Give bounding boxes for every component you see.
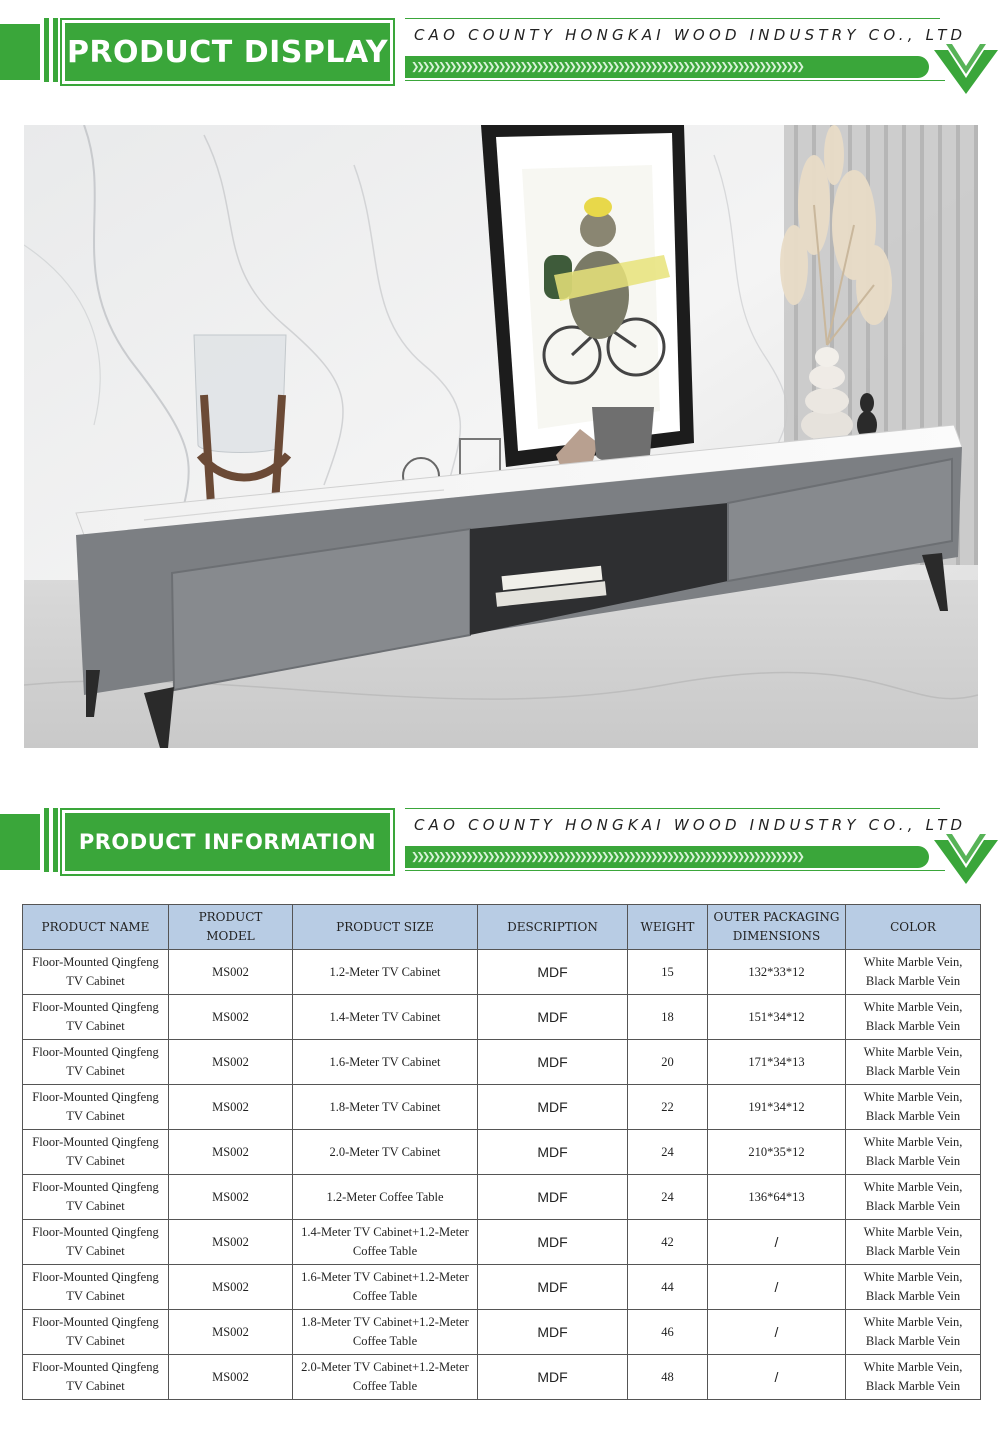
cell-description: MDF — [478, 1310, 628, 1355]
cell-weight: 24 — [628, 1130, 708, 1175]
table-row — [23, 1085, 981, 1130]
banner-rule — [405, 18, 940, 19]
cell-description: MDF — [478, 995, 628, 1040]
column-header: DESCRIPTION — [478, 905, 628, 950]
banner-accent-bar — [44, 808, 49, 872]
cell-color: White Marble Vein, Black Marble Vein — [846, 1220, 981, 1265]
product-info-table — [22, 904, 981, 1400]
cell-packaging: 151*34*12 — [708, 995, 846, 1040]
check-chevron-icon — [932, 40, 1000, 96]
banner-accent-bar — [53, 18, 58, 82]
table-row — [23, 1355, 981, 1400]
column-header: WEIGHT — [628, 905, 708, 950]
product-information-banner — [0, 790, 1000, 886]
cell-weight: 42 — [628, 1220, 708, 1265]
cell-size: 1.2-Meter TV Cabinet — [293, 950, 478, 995]
cell-name: Floor-Mounted Qingfeng TV Cabinet — [23, 995, 169, 1040]
cell-packaging: / — [708, 1310, 846, 1355]
cell-description: MDF — [478, 1355, 628, 1400]
cell-size: 1.8-Meter TV Cabinet — [293, 1085, 478, 1130]
cell-packaging: 132*33*12 — [708, 950, 846, 995]
cell-weight: 24 — [628, 1175, 708, 1220]
cell-weight: 48 — [628, 1355, 708, 1400]
column-header: PRODUCT SIZE — [293, 905, 478, 950]
table-row — [23, 995, 981, 1040]
tv-cabinet-illustration — [24, 125, 978, 748]
banner-accent-bar — [0, 24, 40, 80]
chevron-strip: ❯❯❯❯❯❯❯❯❯❯❯❯❯❯❯❯❯❯❯❯❯❯❯❯❯❯❯❯❯❯❯❯❯❯❯❯❯❯❯❯❯❯❯❯❯❯❯❯❯❯❯❯❯❯❯❯❯❯❯❯❯❯❯❯❯❯❯❯❯❯❯❯ — [405, 56, 929, 78]
cell-color: White Marble Vein, Black Marble Vein — [846, 1040, 981, 1085]
cell-model: MS002 — [169, 1355, 293, 1400]
cell-packaging: / — [708, 1355, 846, 1400]
cell-description: MDF — [478, 950, 628, 995]
cell-packaging: 210*35*12 — [708, 1130, 846, 1175]
cell-name: Floor-Mounted Qingfeng TV Cabinet — [23, 1310, 169, 1355]
cell-model: MS002 — [169, 1085, 293, 1130]
cell-model: MS002 — [169, 1310, 293, 1355]
cell-description: MDF — [478, 1040, 628, 1085]
cell-size: 1.6-Meter TV Cabinet — [293, 1040, 478, 1085]
cell-weight: 20 — [628, 1040, 708, 1085]
company-name: CAO COUNTY HONGKAI WOOD INDUSTRY CO., LTD — [414, 816, 967, 834]
cell-size: 1.4-Meter TV Cabinet+1.2-Meter Coffee Table — [293, 1220, 478, 1265]
cell-packaging: 191*34*12 — [708, 1085, 846, 1130]
section-title-box — [62, 810, 393, 874]
cell-packaging: 171*34*13 — [708, 1040, 846, 1085]
cell-size: 1.6-Meter TV Cabinet+1.2-Meter Coffee Table — [293, 1265, 478, 1310]
cell-description: MDF — [478, 1085, 628, 1130]
cell-name: Floor-Mounted Qingfeng TV Cabinet — [23, 1085, 169, 1130]
cell-name: Floor-Mounted Qingfeng TV Cabinet — [23, 1355, 169, 1400]
cell-model: MS002 — [169, 1175, 293, 1220]
cell-color: White Marble Vein, Black Marble Vein — [846, 1265, 981, 1310]
cell-name: Floor-Mounted Qingfeng TV Cabinet — [23, 1220, 169, 1265]
section-title-box — [62, 20, 393, 84]
table-row — [23, 1220, 981, 1265]
cell-model: MS002 — [169, 1130, 293, 1175]
cell-name: Floor-Mounted Qingfeng TV Cabinet — [23, 1265, 169, 1310]
cell-name: Floor-Mounted Qingfeng TV Cabinet — [23, 1130, 169, 1175]
section-title: PRODUCT INFORMATION — [78, 830, 377, 854]
table-row — [23, 950, 981, 995]
banner-accent-bar — [44, 18, 49, 82]
cell-model: MS002 — [169, 1265, 293, 1310]
cell-model: MS002 — [169, 1220, 293, 1265]
banner-rule — [405, 808, 940, 809]
table-row — [23, 1310, 981, 1355]
cell-name: Floor-Mounted Qingfeng TV Cabinet — [23, 1040, 169, 1085]
column-header: PRODUCT MODEL — [169, 905, 293, 950]
cell-weight: 44 — [628, 1265, 708, 1310]
table-row — [23, 1265, 981, 1310]
cell-description: MDF — [478, 1265, 628, 1310]
banner-rule — [405, 80, 945, 81]
chevron-strip: ❯❯❯❯❯❯❯❯❯❯❯❯❯❯❯❯❯❯❯❯❯❯❯❯❯❯❯❯❯❯❯❯❯❯❯❯❯❯❯❯❯❯❯❯❯❯❯❯❯❯❯❯❯❯❯❯❯❯❯❯❯❯❯❯❯❯❯❯❯❯❯❯ — [405, 846, 929, 868]
cell-weight: 46 — [628, 1310, 708, 1355]
cell-color: White Marble Vein, Black Marble Vein — [846, 1310, 981, 1355]
cell-packaging: / — [708, 1220, 846, 1265]
cell-name: Floor-Mounted Qingfeng TV Cabinet — [23, 1175, 169, 1220]
column-header: COLOR — [846, 905, 981, 950]
cell-color: White Marble Vein, Black Marble Vein — [846, 1355, 981, 1400]
column-header: OUTER PACKAGING DIMENSIONS — [708, 905, 846, 950]
cell-size: 1.2-Meter Coffee Table — [293, 1175, 478, 1220]
cell-color: White Marble Vein, Black Marble Vein — [846, 995, 981, 1040]
company-name: CAO COUNTY HONGKAI WOOD INDUSTRY CO., LTD — [414, 26, 967, 44]
cell-description: MDF — [478, 1130, 628, 1175]
cell-model: MS002 — [169, 1040, 293, 1085]
cell-packaging: 136*64*13 — [708, 1175, 846, 1220]
column-header: PRODUCT NAME — [23, 905, 169, 950]
cell-size: 2.0-Meter TV Cabinet — [293, 1130, 478, 1175]
cell-size: 2.0-Meter TV Cabinet+1.2-Meter Coffee Table — [293, 1355, 478, 1400]
section-title: PRODUCT DISPLAY — [66, 34, 389, 70]
cell-color: White Marble Vein, Black Marble Vein — [846, 950, 981, 995]
cell-description: MDF — [478, 1175, 628, 1220]
cell-packaging: / — [708, 1265, 846, 1310]
table-header-row — [23, 905, 981, 950]
check-chevron-icon — [932, 830, 1000, 886]
banner-rule — [405, 870, 945, 871]
table-row — [23, 1175, 981, 1220]
table-row — [23, 1040, 981, 1085]
cell-color: White Marble Vein, Black Marble Vein — [846, 1130, 981, 1175]
cell-size: 1.8-Meter TV Cabinet+1.2-Meter Coffee Table — [293, 1310, 478, 1355]
product-display-banner — [0, 0, 1000, 96]
cell-size: 1.4-Meter TV Cabinet — [293, 995, 478, 1040]
cell-weight: 22 — [628, 1085, 708, 1130]
cell-model: MS002 — [169, 950, 293, 995]
cell-color: White Marble Vein, Black Marble Vein — [846, 1085, 981, 1130]
cell-weight: 15 — [628, 950, 708, 995]
table-row — [23, 1130, 981, 1175]
product-photo — [24, 125, 978, 748]
cell-weight: 18 — [628, 995, 708, 1040]
cell-model: MS002 — [169, 995, 293, 1040]
cell-color: White Marble Vein, Black Marble Vein — [846, 1175, 981, 1220]
banner-accent-bar — [53, 808, 58, 872]
cell-name: Floor-Mounted Qingfeng TV Cabinet — [23, 950, 169, 995]
cell-description: MDF — [478, 1220, 628, 1265]
banner-accent-bar — [0, 814, 40, 870]
